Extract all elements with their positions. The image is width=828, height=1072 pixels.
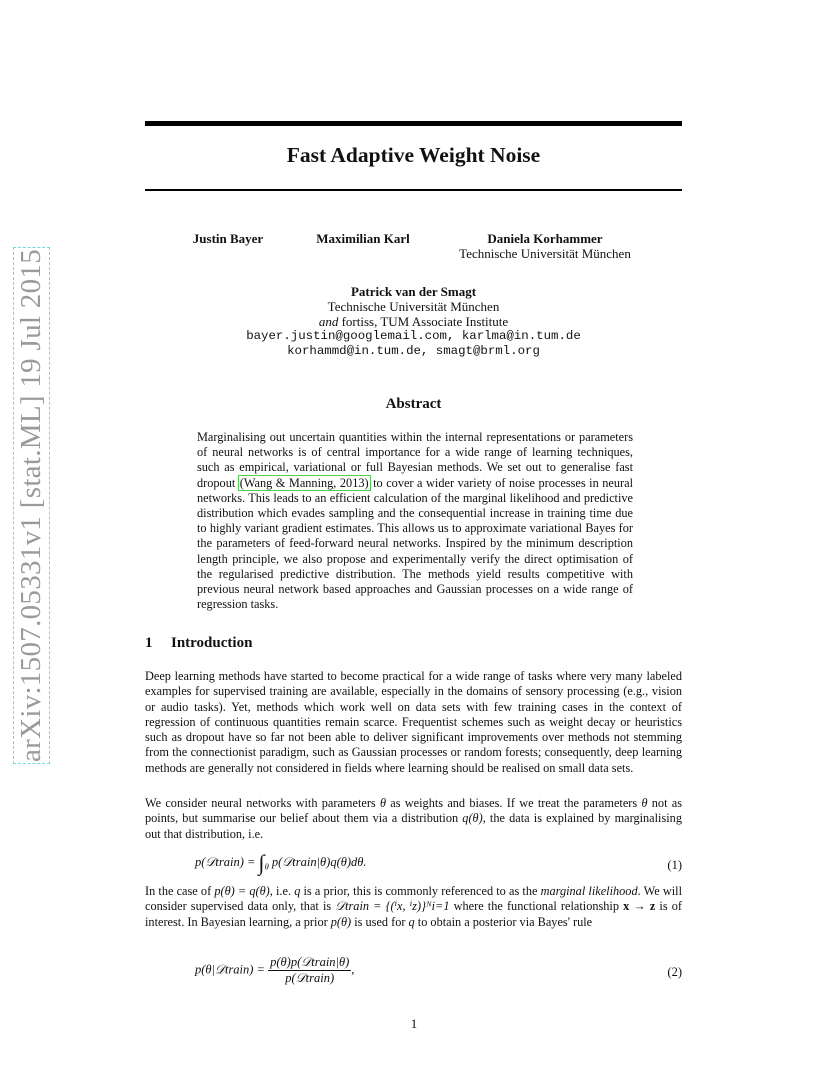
math-theta: θ xyxy=(641,796,648,810)
text: In the case of xyxy=(145,884,215,898)
text: where the functional relationship xyxy=(449,899,624,914)
math-inline: p(θ) = q(θ) xyxy=(214,884,270,898)
emphasis: marginal likelihood xyxy=(540,884,638,898)
section-number: 1 xyxy=(145,635,153,651)
abstract-heading: Abstract xyxy=(385,396,442,412)
math-inline: 𝒟train = {(ⁱx, ⁱz)}ᴺi=1 xyxy=(335,899,450,914)
citation-link[interactable]: (Wang & Manning, 2013) xyxy=(239,475,369,490)
text: is used for xyxy=(351,914,409,929)
fraction xyxy=(268,955,351,986)
author-2 xyxy=(300,231,426,246)
math-inline: p(θ) xyxy=(330,914,352,929)
section-title: Introduction xyxy=(171,635,253,651)
text: , the data is explained by marginalising out that distribution, i.e. xyxy=(145,811,682,841)
text: is of interest. In Bayesian learning, a prior xyxy=(145,899,682,929)
text: not as points, but summarise our belief about them via a distribution xyxy=(145,796,682,826)
math-q-theta: q(θ) xyxy=(462,811,483,826)
author-name: Daniela Korhammer xyxy=(487,231,603,246)
author-1 xyxy=(178,231,278,246)
math-theta: θ xyxy=(379,796,387,810)
math-inline: x → z xyxy=(623,899,656,914)
fraction-denominator: p(𝒟train) xyxy=(285,971,335,985)
paragraph xyxy=(145,796,682,842)
fraction-numerator: p(θ)p(𝒟train|θ) xyxy=(270,955,350,969)
author-4 xyxy=(145,284,682,359)
text: We consider neural networks with parameters xyxy=(145,796,380,810)
eq-rhs: p(𝒟train|θ)q(θ)dθ. xyxy=(268,854,367,869)
math-inline: q xyxy=(294,884,301,898)
author-affiliation: Technische Universität München xyxy=(459,246,631,261)
affil-rest: fortiss, TUM Associate Institute xyxy=(338,314,509,329)
title-top-rule xyxy=(145,121,682,126)
eq-lhs: p(θ|𝒟train) = xyxy=(195,962,269,977)
abstract-text xyxy=(197,430,633,612)
text: is a prior, this is commonly referenced to as the xyxy=(300,884,541,898)
arxiv-id-text[interactable]: arXiv:1507.05331v1 [stat.ML] 19 Jul 2015 xyxy=(14,248,47,762)
author-affiliation: Technische Universität München xyxy=(327,299,500,314)
arxiv-stamp[interactable] xyxy=(14,248,47,762)
equation-number: (1) xyxy=(667,858,682,872)
math-inline: q xyxy=(408,914,415,929)
equation-2 xyxy=(145,955,682,991)
paragraph: Deep learning methods have started to become practical for a wide range of tasks where very many labeled examples for supervised training are available, especially in the domains of sensory processing (e.g., vision or audio tasks). Yet, methods which work well on data sets with few training cases in the context of regression of continuous quantities remain scarce. Frequentist schemes such as weight decay or heuristics such as dropout have so far not been able to deliver significant improvements over methods not stemming from the connectionist paradigm, such as Gaussian processes or random forests; consequently, deep learning methods are generally not considered in fields where learning should be realised on small data sets. xyxy=(145,669,682,775)
author-name: Justin Bayer xyxy=(192,231,264,246)
affil-and: and xyxy=(318,314,339,329)
equation-1 xyxy=(145,848,682,878)
author-emails: bayer.justin@googlemail.com, karlma@in.tum.de xyxy=(246,329,581,343)
integral-sign: ∫ xyxy=(258,850,265,875)
section-heading xyxy=(145,635,252,652)
integral-subscript: θ xyxy=(264,861,269,872)
equation-body xyxy=(195,955,354,986)
abstract-text-part: to cover a wider variety of noise processes in neural networks. This leads to an efficient calculation of the marginal likelihood and predictive distribution which evades sampling and the consequential increase in training time due to highly variant gradient estimates. This allows us to approximate variational Bayes for the parameters of feed-forward neural networks. Inspired by the minimum description length principle, we also propose and experimentally verify the direct optimisation of the regularised predictive distribution. The methods yield results competitive with previous neural network based approaches and Gaussian processes on a wide range of regression tasks. xyxy=(197,475,633,612)
text: , i.e. xyxy=(269,884,295,898)
text: to obtain a posterior via Bayes' rule xyxy=(414,914,593,929)
text: as weights and biases. If we treat the parameters xyxy=(386,796,642,810)
author-emails: korhammd@in.tum.de, smagt@brml.org xyxy=(287,344,540,358)
paper-title: Fast Adaptive Weight Noise xyxy=(286,143,541,167)
paragraph xyxy=(145,884,682,930)
page-number: 1 xyxy=(410,1016,418,1031)
author-name: Patrick van der Smagt xyxy=(350,284,477,299)
author-name: Maximilian Karl xyxy=(316,231,410,246)
author-affiliation-2 xyxy=(145,314,682,329)
author-3 xyxy=(440,231,650,261)
eq-tail: , xyxy=(351,962,355,977)
equation-number: (2) xyxy=(667,965,682,979)
text: . We will consider supervised data only, that is xyxy=(145,884,682,914)
abstract-text-part: Marginalising out uncertain quantities within the internal representations or parameters of neural networks is of central importance for a wide range of learning techniques, such as empirical, variational or full Bayesian methods. We set out to generalise fast dropout xyxy=(197,430,633,490)
eq-lhs: p(𝒟train) = xyxy=(195,854,259,869)
equation-body xyxy=(195,850,367,876)
title-bottom-rule xyxy=(145,189,682,191)
